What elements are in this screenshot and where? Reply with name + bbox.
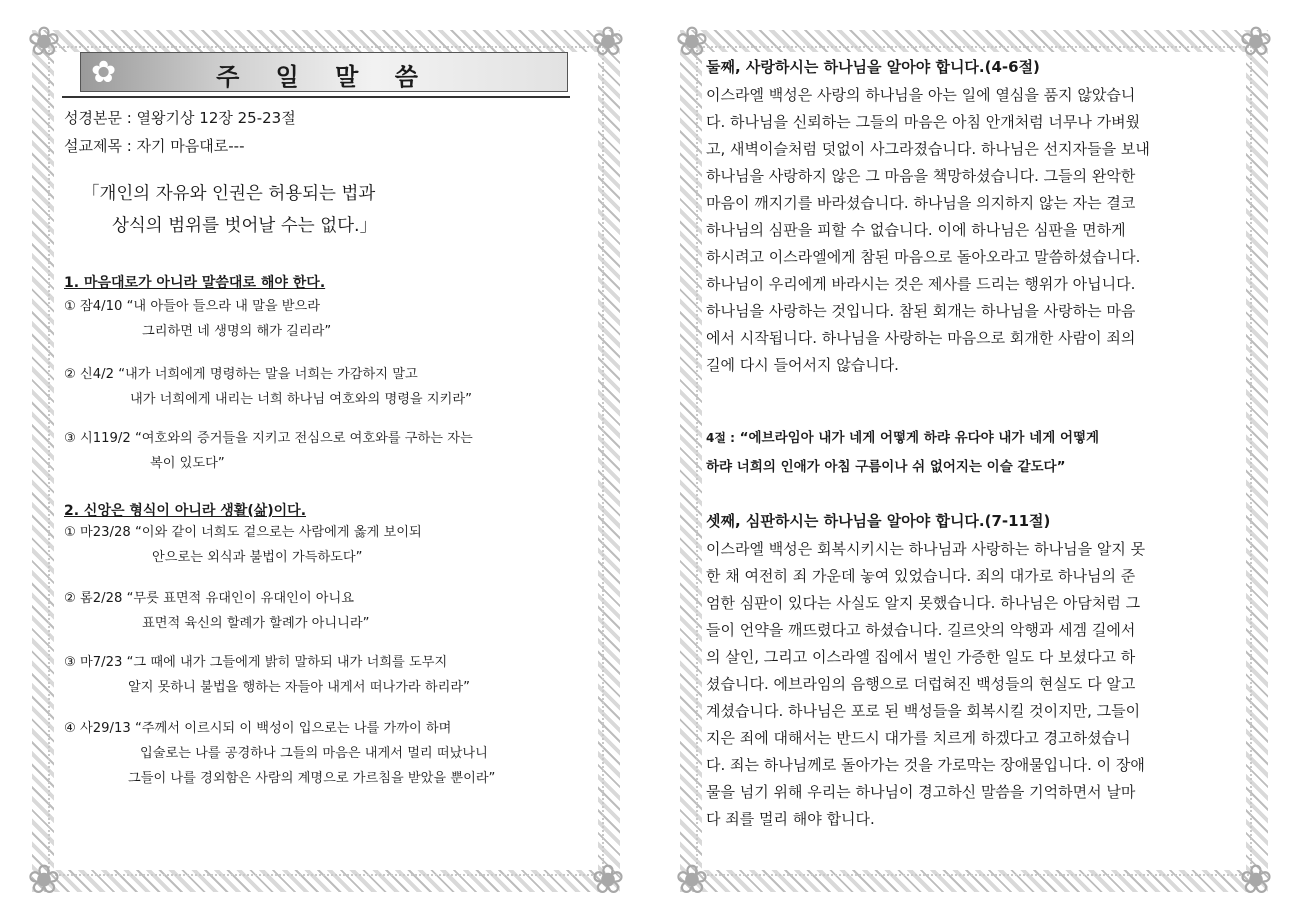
quote-line: 「개인의 자유와 인권은 허용되는 법과	[82, 184, 376, 204]
flower-icon: ❀	[27, 857, 61, 903]
flower-icon: ❀	[1239, 857, 1273, 903]
verse-quote: 4절 : “에브라임아 내가 네게 어떻게 하랴 유다야 내가 네게 어떻게 하랴 너희의 인애가 아침 구름이나 쉬 없어지는 이슬 같도다”	[706, 430, 1100, 475]
title-banner	[80, 52, 568, 92]
sermon-title: 설교제목 : 자기 마음대로---	[64, 137, 245, 155]
section-heading: 둘째, 사랑하시는 하나님을 알아야 합니다.(4-6절)	[706, 58, 1040, 76]
sermon-meta	[64, 104, 296, 160]
right-page	[675, 19, 1273, 903]
flower-icon: ❀	[591, 857, 625, 903]
page-title: 주 일 말 씀	[216, 63, 432, 91]
verse-item: ① 잠4/10 “내 아들아 들으라 내 말을 받으라 그리하면 네 생명의 해가 길리라”	[64, 299, 332, 339]
right-content	[706, 54, 1242, 868]
key-quote	[82, 178, 377, 242]
body-paragraph: 이스라엘 백성은 사랑의 하나님을 아는 일에 열심을 품지 않았습니 다. 하나님을 신뢰하는 그들의 마음은 아침 안개처럼 너무나 가벼웠 고, 새벽이슬처럼 덧없이 사그라졌습니다. 하나님은 선지자들을 보내 하나님을 사랑하지 않은 그 마음을 책망하셨습니다. 그들의 완악한 마음이 깨지기를 바라셨습니다. 하나님을 의지하지 않는 자는 결코 하나님의 심판을 피할 수 없습니다. 이에 하나님은 심판을 면하게 하시려고 이스라엘에게 참된 마음으로 돌아오라고 말씀하셨습니다. 하나님이 우리에게 바라시는 것은 제사를 드리는 행위가 아닙니다. 하나님을 사랑하는 것입니다. 참된 회개는 하나님을 사랑하는 마음 에서 시작됩니다. 하나님을 사랑하는 마음으로 회개한 사람이 죄의 길에 다시 들어서지 않습니다.	[706, 86, 1150, 374]
flower-icon: ❀	[591, 19, 625, 65]
scripture-reference: 성경본문 : 열왕기상 12장 25-23절	[64, 109, 296, 127]
verse-reference: 4절 :	[706, 431, 735, 445]
section-heading: 1. 마음대로가 아니라 말씀대로 해야 한다.	[64, 275, 326, 291]
title-rule	[62, 96, 570, 98]
flower-icon: ❀	[1239, 19, 1273, 65]
left-content	[58, 54, 594, 868]
verse-item: ② 신4/2 “내가 너희에게 명령하는 말을 너희는 가감하지 말고 내가 너희에게 내리는 너희 하나님 여호와의 명령을 지키라”	[64, 367, 472, 407]
left-page	[27, 19, 625, 903]
body-paragraph: 이스라엘 백성은 회복시키시는 하나님과 사랑하는 하나님을 알지 못 한 채 여전히 죄 가운데 놓여 있었습니다. 죄의 대가로 하나님의 준 엄한 심판이 있다는 사실도 알지 못했습니다. 하나님은 아담처럼 그 들이 언약을 깨뜨렸다고 하셨습니다. 길르앗의 악행과 세겜 길에서 의 살인, 그리고 이스라엘 집에서 벌인 가증한 일도 다 보셨다고 하 셨습니다. 에브라임의 음행으로 더럽혀진 백성들의 현실도 다 알고 계셨습니다. 하나님은 포로 된 백성들을 회복시킬 것이지만, 그들이 지은 죄에 대해서는 반드시 대가를 치르게 하겠다고 경고하셨습니 다. 죄는 하나님께로 돌아가는 것을 가로막는 장애물입니다. 이 장애 물을 넘기 위해 우리는 하나님이 경고하신 말씀을 기억하면서 날마 다 죄를 멀리 해야 합니다.	[706, 540, 1146, 828]
verse-item: ② 롬2/28 “무릇 표면적 유대인이 유대인이 아니요 표면적 육신의 할례가 할례가 아니니라”	[64, 591, 370, 631]
flower-icon: ✿	[91, 55, 117, 90]
flower-icon: ❀	[675, 19, 709, 65]
flower-icon: ❀	[27, 19, 61, 65]
verse-item: ④ 사29/13 “주께서 이르시되 이 백성이 입으로는 나를 가까이 하며 입술로는 나를 공경하나 그들의 마음은 내게서 멀리 떠났나니 그들이 나를 경외함은 사람의 계명으로 가르침을 받았을 뿐이라”	[64, 721, 496, 786]
verse-item: ③ 시119/2 “여호와의 증거들을 지키고 전심으로 여호와를 구하는 자는 복이 있도다”	[64, 431, 473, 471]
verse-item: ① 마23/28 “이와 같이 너희도 겉으로는 사람에게 옳게 보이되 안으로는 외식과 불법이 가득하도다”	[64, 525, 422, 565]
quote-line: 상식의 범위를 벗어날 수는 없다.」	[112, 216, 378, 236]
verse-item: ③ 마7/23 “그 때에 내가 그들에게 밝히 말하되 내가 너희를 도무지 알지 못하니 불법을 행하는 자들아 내게서 떠나가라 하리라”	[64, 655, 470, 695]
section-heading: 셋째, 심판하시는 하나님을 알아야 합니다.(7-11절)	[706, 512, 1051, 530]
flower-icon: ❀	[675, 857, 709, 903]
section-heading: 2. 신앙은 형식이 아니라 생활(삶)이다.	[64, 503, 307, 519]
